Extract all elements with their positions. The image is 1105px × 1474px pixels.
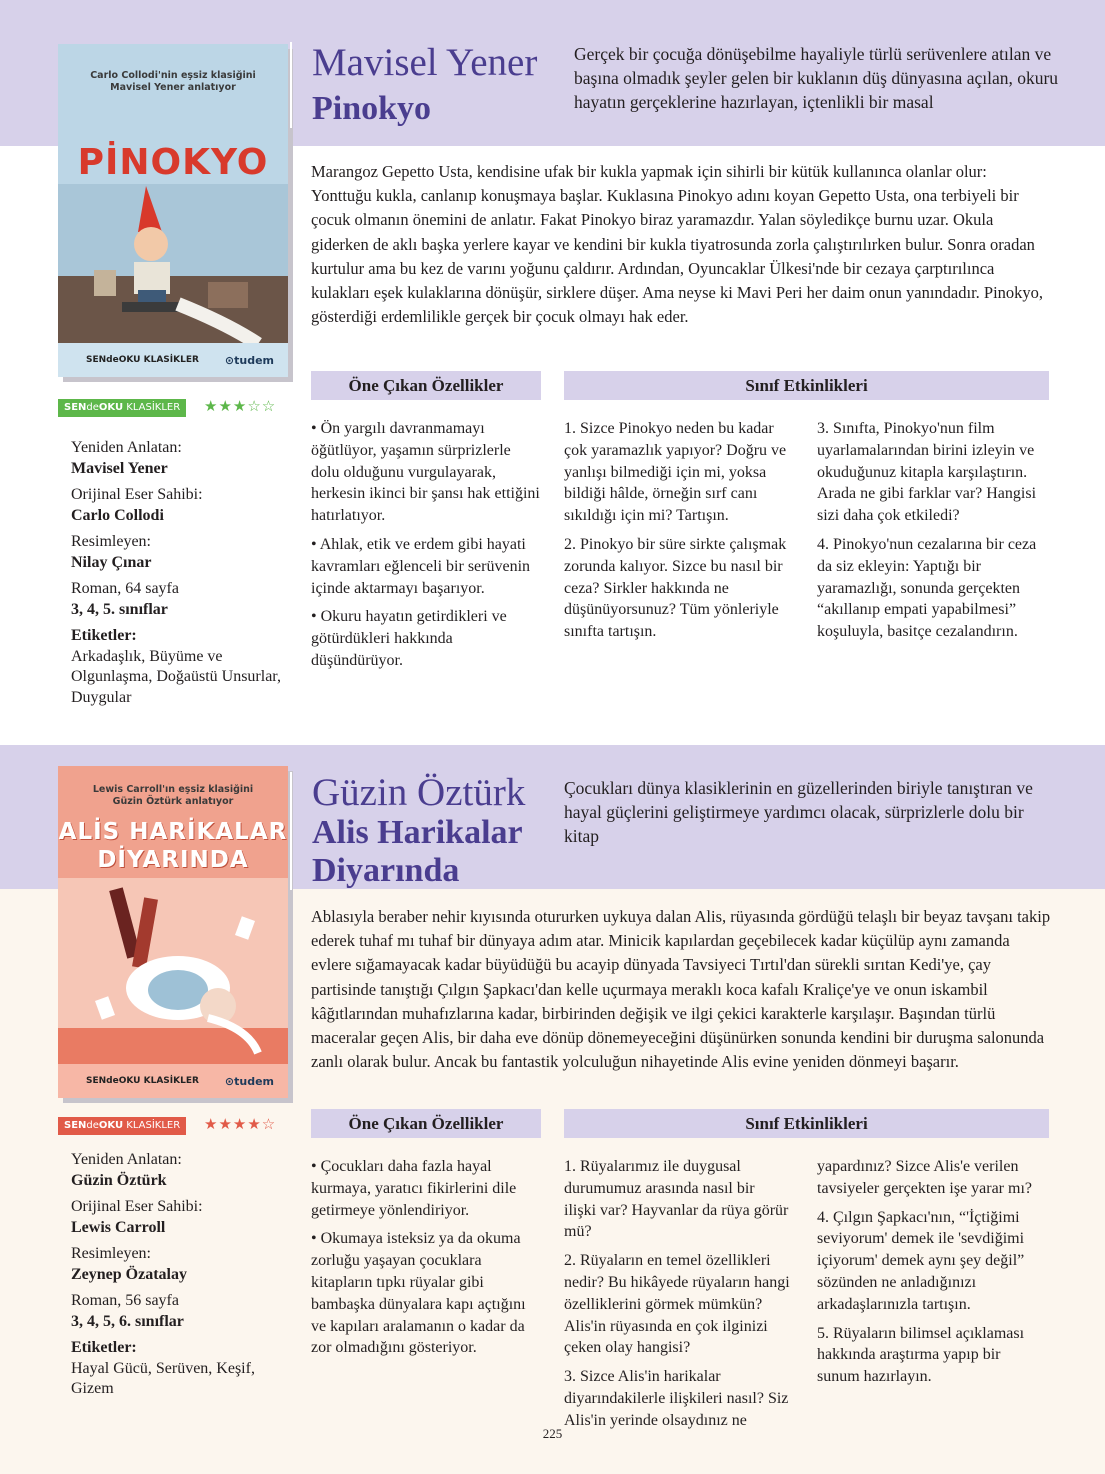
cover-credit-line2: Mavisel Yener anlatıyor	[110, 82, 236, 93]
series-rating-row	[58, 399, 288, 417]
book-cover-alis[interactable]	[58, 766, 288, 1098]
tags-list: Arkadaşlık, Büyüme ve Olgunlaşma, Doğaüstü Unsurlar, Duygular	[71, 647, 281, 706]
activities-header: Sınıf Etkinlikleri	[564, 371, 1049, 400]
book-title-line1: Alis Harikalar	[312, 814, 523, 851]
book-meta	[71, 1150, 281, 1406]
activities-header: Sınıf Etkinlikleri	[564, 1109, 1049, 1138]
star-rating: ★★★★☆	[204, 1115, 277, 1133]
grade-levels: 3, 4, 5. sınıflar	[71, 600, 168, 618]
cover-footer	[58, 1064, 288, 1098]
format-info: Roman, 56 sayfa	[71, 1292, 179, 1309]
page-number: 225	[542, 1426, 563, 1441]
feature-item: • Ahlak, etik ve erdem gibi hayati kavramları eğlenceli bir serüvenin içinde aktarmayı başarıyor.	[311, 535, 531, 597]
book-summary: Ablasıyla beraber nehir kıyısında otururken uykuya dalan Alis, rüyasında gördüğü telaşlı bir beyaz tavşanı takip ederek tuhaf mı tuhaf bir dünyaya adım atar. Minicik kapılardan geçebilecek kadar küçülüp aynı zamanda evlere sığamayacak kadar büyüdüğü bu acayip dünyada Tavsiyeci Tırtıl'dan sürekli sırıtan Kedi'ye, çay partisinde tanıştığı Çılgın Şapkacı'dan kelle uçurmaya meraklı koca kafalı Kraliçe'ye ve onun iskambil kâğıtlarından muhafızlarına kadar, birbirinden değişik ve ilgi çekici karakterle karşılaşır. Başından türlü maceralar geçen Alis, bir daha eve dönüp dönemeyeceğini düşünürken sonunda kendini bir duruşma salonunda zanlı olarak bulur. Ancak bu fantastik yolculuğun nihayetinde Alis evine yeniden dönmeyi başarır.	[311, 907, 1051, 1072]
features-header: Öne Çıkan Özellikler	[311, 371, 541, 400]
activity-item: 1. Sizce Pinokyo neden bu kadar çok yaramazlık yapıyor? Doğru ve yanlışı bilmediği için mi, yoksa bildiği hâlde, örneğin sırf canı sıkıldığı için mi? Tartışın.	[564, 420, 787, 525]
illustrator-name: Nilay Çınar	[71, 553, 152, 571]
activities-column-1	[564, 418, 790, 650]
features-header: Öne Çıkan Özellikler	[311, 1109, 541, 1138]
cover-credit-line1: Carlo Collodi'nin eşsiz klasiğini	[90, 70, 256, 81]
illustrator-name: Zeynep Özatalay	[71, 1265, 187, 1283]
cover-illustration	[58, 184, 288, 344]
series-rating-row	[58, 1117, 288, 1135]
cover-credit-line1: Lewis Carroll'ın eşsiz klasiğini	[92, 784, 254, 795]
series-badge: SENdeOKU KLASİKLER	[58, 1117, 186, 1135]
book-cover-pinokyo[interactable]	[58, 44, 288, 377]
original-author-name: Lewis Carroll	[71, 1218, 166, 1236]
activity-item: 3. Sınıfta, Pinokyo'nun film uyarlamalarından birini izleyin ve okuduğunuz kitapla karşılaştırın. Arada ne gibi farklar var? Hangisi sizi daha çok etkiledi?	[817, 420, 1037, 525]
feature-item: • Okumaya isteksiz ya da okuma zorluğu yaşayan çocuklara kitapların tıpkı rüyalar gibi bambaşka dünyalara kapı açtığını ve kapıları aralamanın o kadar da zor olmadığını gösteriyor.	[311, 1230, 526, 1357]
activity-item: 1. Rüyalarımız ile duygusal durumumuz arasında nasıl bir ilişki var? Hayvanlar da rüya görür mü?	[564, 1158, 789, 1241]
activity-item: yapardınız? Sizce Alis'e verilen tavsiyeler gerçekten işe yarar mı?	[817, 1158, 1032, 1197]
book-tagline: Gerçek bir çocuğa dönüşebilme hayaliyle türlü serüvenlere atılan ve başına olmadık şeyler gelen bir kuklanın düş dünyasına açılan, okuru hayatın gerçeklerine hazırlayan, içtenlikli bir masal	[574, 44, 1059, 112]
grade-levels: 3, 4, 5, 6. sınıflar	[71, 1312, 184, 1330]
book-title-line2: Diyarında	[312, 852, 460, 889]
feature-item: • Ön yargılı davranmamayı öğütlüyor, yaşamın sürprizlerle dolu olduğunu vurgulayarak, herkesin ikinci bir şansı hak ettiğini hatırlatıyor.	[311, 420, 540, 525]
author-name: Mavisel Yener	[312, 41, 538, 84]
cover-footer	[58, 343, 288, 377]
tags-label: Etiketler:	[71, 627, 137, 644]
activity-item: 5. Rüyaların bilimsel açıklaması hakkında araştırma yapıp bir sunum hazırlayın.	[817, 1324, 1025, 1386]
cover-title: PİNOKYO	[77, 142, 269, 183]
illustrator-label: Resimleyen:	[71, 1245, 151, 1262]
feature-item: • Okuru hayatın getirdikleri ve götürdükleri hakkında düşündürüyor.	[311, 608, 507, 669]
cover-series-logo: SENdeOKU KLASİKLER	[86, 355, 199, 365]
original-author-label: Orijinal Eser Sahibi:	[71, 1198, 203, 1215]
reteller-label: Yeniden Anlatan:	[71, 1151, 182, 1168]
activities-column-2	[817, 1156, 1045, 1395]
book-tagline: Çocukları dünya klasiklerinin en güzellerinden biriyle tanıştıran ve hayal güçlerini geliştirmeye yardımcı olacak, sürprizlerle dolu bir kitap	[564, 778, 1033, 846]
book-title: Pinokyo	[312, 90, 432, 127]
activity-item: 4. Pinokyo'nun cezalarına bir ceza da siz ekleyin: Yaptığı bir yaramazlığı, sonunda gerçekten “akıllanıp empati yapabilmesi” koşuluyla, basitçe cezalandırın.	[817, 535, 1037, 641]
tags-label: Etiketler:	[71, 1339, 137, 1356]
title-block	[290, 42, 577, 128]
reteller-name: Güzin Öztürk	[71, 1171, 167, 1189]
reteller-label: Yeniden Anlatan:	[71, 439, 182, 456]
original-author-label: Orijinal Eser Sahibi:	[71, 486, 203, 503]
title-block	[290, 772, 577, 890]
features-list	[311, 418, 541, 679]
illustrator-label: Resimleyen:	[71, 533, 151, 550]
cover-publisher: ⊙tudem	[224, 1075, 274, 1088]
cover-illustration	[58, 878, 288, 1064]
book-meta	[71, 438, 281, 714]
cover-credit-line2: Güzin Öztürk anlatıyor	[112, 796, 234, 807]
cover-title-line1: ALİS HARİKALAR	[58, 819, 288, 845]
original-author-name: Carlo Collodi	[71, 506, 164, 524]
tags-list: Hayal Gücü, Serüven, Keşif, Gizem	[71, 1359, 255, 1397]
reteller-name: Mavisel Yener	[71, 459, 168, 477]
series-badge: SENdeOKU KLASİKLER	[58, 399, 186, 417]
cover-series-logo: SENdeOKU KLASİKLER	[86, 1076, 199, 1086]
feature-item: • Çocukları daha fazla hayal kurmaya, yaratıcı fikirlerini dile getirmeye yönlendiriyor.	[311, 1158, 517, 1219]
activity-item: 2. Pinokyo bir süre sirkte çalışmak zorunda kalıyor. Sizce bu nasıl bir ceza? Sirkler hakkında ne düşünüyorsunuz? Tüm yönleriyle sınıfta tartışın.	[564, 535, 787, 641]
activity-item: 3. Sizce Alis'in harikalar diyarındakilerle ilişkileri nasıl? Siz Alis'in yerinde olsaydınız ne	[564, 1368, 789, 1429]
cover-title-line2: DİYARINDA	[97, 847, 249, 873]
activities-column-1	[564, 1156, 790, 1439]
activity-item: 2. Rüyaların en temel özellikleri nedir? Bu hikâyede rüyaların hangi özelliklerini görmek mümkün? Alis'in rüyasında en çok ilginizi çeken olay hangisi?	[564, 1252, 790, 1357]
cover-publisher: ⊙tudem	[224, 354, 274, 367]
activities-column-2	[817, 418, 1045, 650]
features-list	[311, 1156, 541, 1366]
format-info: Roman, 64 sayfa	[71, 580, 179, 597]
star-rating: ★★★☆☆	[204, 397, 277, 415]
book-summary: Marangoz Gepetto Usta, kendisine ufak bir kukla yapmak için sihirli bir kütük kullanınca olanlar olur: Yonttuğu kukla, canlanıp konuşmaya başlar. Kuklasına Pinokyo adını koyan Gepetto Usta, ona terbiyeli bir çocuk olmanın önemini de anlatır. Fakat Pinokyo biraz yaramazdır. Yalan söyledikçe burnu uzar. Okula giderken de aklı başka yerlere kayar ve kendini bir kukla tiyatrosunda zorla çalıştırılırken bulur. Sonra oradan kurtulur ama bu kez de varını yoğunu çaldırır. Ardından, Oyuncaklar Ülkesi'nde bir cezaya çarptırılınca kulakları eşek kulaklarına dönüşür, sirklere düşer. Ama neyse ki Mavi Peri her daim onun yanındadır. Pinokyo, gösterdiği erdemlilikle gerçek bir çocuk olmayı hak eder.	[311, 162, 1044, 327]
author-name: Güzin Öztürk	[312, 771, 526, 814]
activity-item: 4. Çılgın Şapkacı'nın, “'İçtiğimi seviyorum' demek ile 'sevdiğimi içiyorum' demek aynı şey değil” sözünden ne anladığınızı arkadaşlarınızla tartışın.	[817, 1208, 1025, 1313]
